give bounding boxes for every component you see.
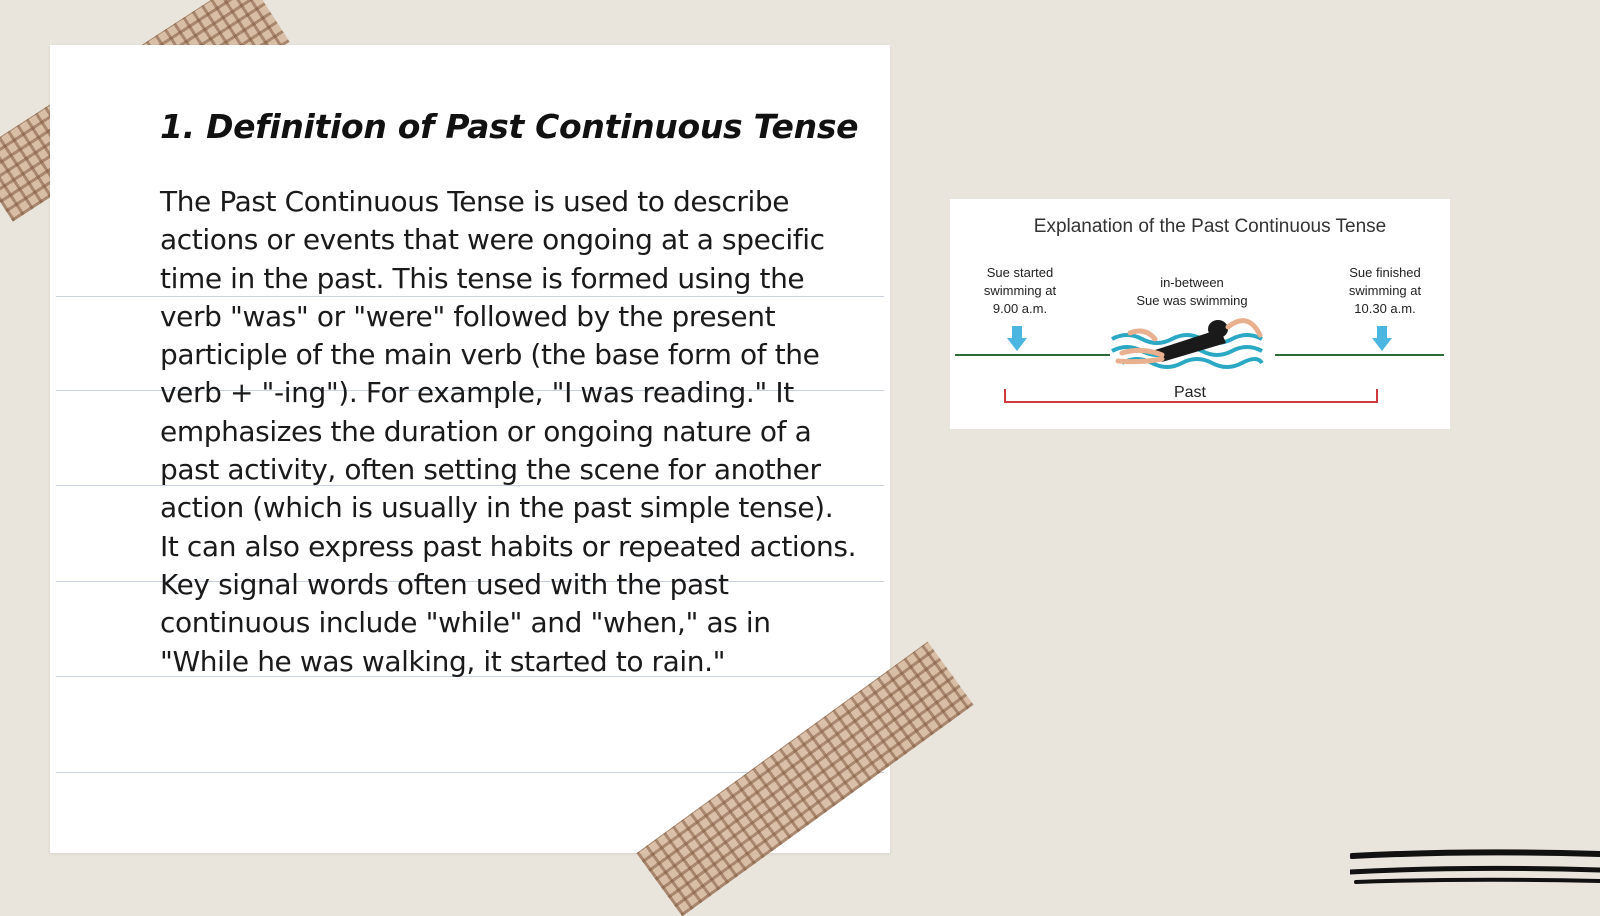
figure-title: Explanation of the Past Continuous Tense [1033, 216, 1387, 237]
swimmer-icon [1112, 320, 1262, 367]
timeline-diagram [950, 199, 1450, 429]
middle-label-line-1: in-between [1160, 275, 1224, 290]
end-arrow-icon [1372, 326, 1392, 351]
end-label-line-2: swimming at [1348, 283, 1422, 298]
past-label: Past [1173, 384, 1207, 401]
definition-paragraph: The Past Continuous Tense is used to describe actions or events that were ongoing at a specific time in the past. This tense is formed using the verb "was" or "were" followed by the present participle of the main verb (the base form of the verb + "-ing"). For example, "I was reading." It emphasizes the duration or ongoing nature of a past activity, often setting the scene for another action (which is usually in the past simple tense). It can also express past habits or repeated actions. Key signal words often used with the past continuous include "while" and "when," as in "While he was walking, it started to rain." [160, 185, 857, 678]
start-label-line-2: swimming at [983, 283, 1057, 298]
timeline-figure [950, 199, 1450, 429]
start-label-line-1: Sue started [986, 265, 1054, 280]
start-label-line-3: 9.00 a.m. [992, 301, 1048, 316]
brush-stroke-decoration [1350, 848, 1600, 888]
middle-label-line-2: Sue was swimming [1136, 293, 1248, 308]
note-paper [50, 45, 890, 853]
slide-title: 1. Definition of Past Continuous Tense [160, 107, 859, 146]
end-label-line-1: Sue finished [1349, 265, 1421, 280]
start-arrow-icon [1007, 326, 1027, 351]
end-label-line-3: 10.30 a.m. [1354, 301, 1416, 316]
